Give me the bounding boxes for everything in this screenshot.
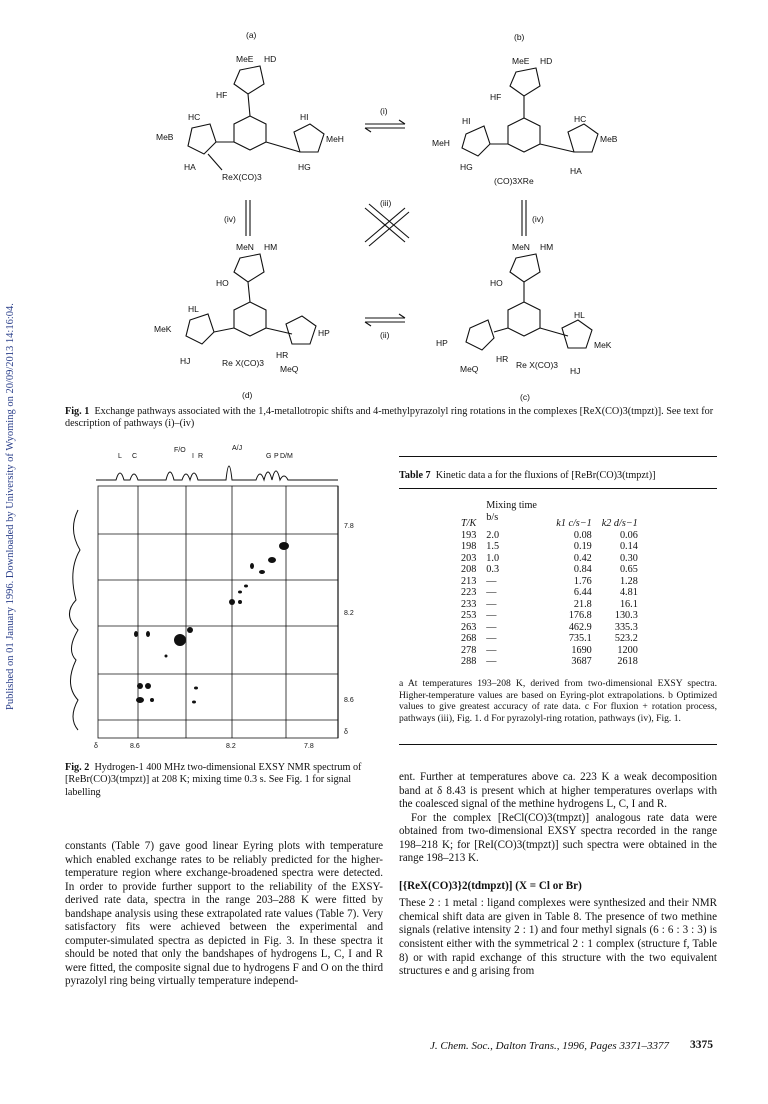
metal-b: (CO)3XRe [494, 176, 534, 186]
svg-text:HP: HP [318, 328, 330, 338]
svg-text:8.6: 8.6 [130, 743, 140, 750]
svg-text:MeN: MeN [236, 242, 254, 252]
svg-text:HD: HD [264, 54, 277, 64]
svg-text:F/O: F/O [174, 447, 186, 454]
svg-text:I: I [192, 453, 194, 460]
svg-text:HR: HR [496, 354, 509, 364]
table-row: 208 0.3 0.84 0.65 [461, 564, 638, 575]
svg-text:HA: HA [570, 166, 582, 176]
table7 [456, 494, 643, 668]
table-row: 203 1.0 0.42 0.30 [461, 552, 638, 564]
fig2-caption: Fig. 2 Hydrogen-1 400 MHz two-dimensional EXSY NMR spectrum of [ReBr(CO)3(tmpzt)] at 208 K; mixing time 0.3 s. See Fig. 1 for signal labelling [65, 762, 362, 798]
svg-text:MeB: MeB [600, 134, 618, 144]
panel-label-d: (d) [242, 390, 253, 400]
svg-text:MeN: MeN [512, 242, 530, 252]
svg-text:C: C [132, 453, 138, 460]
svg-text:δ: δ [94, 743, 98, 750]
svg-text:7.8: 7.8 [344, 523, 354, 530]
metal-a: ReX(CO)3 [222, 172, 262, 182]
table-row: 278 — 1690 1200 [461, 644, 638, 656]
svg-text:HR: HR [276, 350, 289, 360]
svg-text:HP: HP [436, 338, 448, 348]
section-heading: [{ReX(CO)3}2(tdmpzt)] (X = Cl or Br) [399, 879, 582, 892]
fig2-nmr-spectrum [56, 445, 376, 750]
svg-text:HL: HL [574, 310, 585, 320]
svg-text:HO: HO [216, 278, 229, 288]
publication-note: Published on 01 January 1996. Downloaded by University of Wyoming on 20/09/2013 14:16:04. [5, 303, 16, 710]
journal-footer: J. Chem. Soc., Dalton Trans., 1996, Pages 3371–3377 [430, 1040, 669, 1052]
structure-c [466, 254, 592, 350]
left-column-text: constants (Table 7) gave good linear Eyring plots with temperature which enabled exchange rates to be reliably predicted for the higher-temperature region where exchange-broadened spectra were detected. In order to provide further support to the reliability of the EXSY-derived rate data, spectra in the range 203–288 K were fitted by bandshape analysis using these extrapolated rate values (Table 7). Very satisfactory fits were achieved between the experimental and computer-simulated spectra as depicted in Fig. 3. In these spectra it should be noted that only the bandshapes of hydrogens L, C, I and R were fitted, the composite signal due to hydrogens F and O on the third pyrazolyl ring being virtually temperature independ- [65, 840, 383, 988]
table7-header-row: T/K Mixing time b/s k1 c/s−1 k2 d/s−1 [461, 500, 638, 529]
table-row: 213 — 1.76 1.28 [461, 575, 638, 587]
svg-text:HI: HI [300, 112, 309, 122]
pathway-iv-left: (iv) [224, 214, 236, 224]
panel-label-c: (c) [520, 392, 530, 402]
pathway-i: (i) [380, 106, 388, 116]
svg-text:8.6: 8.6 [344, 697, 354, 704]
table7-title: Table 7 Kinetic data a for the fluxions of [ReBr(CO)3(tmpzt)] [399, 470, 656, 481]
table7-bottom-rule [399, 744, 717, 745]
pathway-iii: (iii) [380, 198, 392, 208]
table-row: 193 2.0 0.08 0.06 [461, 529, 638, 541]
fig1-scheme [150, 28, 620, 404]
svg-text:MeE: MeE [236, 54, 254, 64]
svg-text:HJ: HJ [570, 366, 581, 376]
svg-text:MeH: MeH [326, 134, 344, 144]
svg-text:HC: HC [188, 112, 201, 122]
structure-d [186, 254, 316, 344]
table7-top-rule [399, 456, 717, 457]
svg-text:HL: HL [188, 304, 199, 314]
right-column-text: ent. Further at temperatures above ca. 223 K a weak decomposition band at δ 8.43 is present which at higher temperatures overlaps with the coalesced signal of the methine hydrogens L, C, I and R. For the complex [ReCl(CO)3(tmpzt)] analogous rate data were obtained from two-dimensional EXSY spectra recorded in the range 198–218 K; for [ReI(CO)3(tmpzt)] such spectra were obtained in the range 198–213 K. [{ReX(CO)3}2(tdmpzt)] (X = Cl or Br) These 2 : 1 metal : ligand complexes were synthesized and their NMR chemical shift data are given in Table 8. The presence of two methine signals (relative intensity 2 : 1) and four methyl signals (6 : 6 : 3 : 3) is consistent either with the symmetrical 2 : 1 complex (structure f, Table 8) or with rapid exchange of this structure with the two equivalent structures e and g arising from [399, 771, 717, 978]
table-row: 268 — 735.1 523.2 [461, 633, 638, 644]
structure-b [462, 68, 598, 156]
fig1-caption [65, 406, 725, 431]
svg-text:HG: HG [460, 162, 473, 172]
svg-text:MeQ: MeQ [280, 364, 299, 374]
svg-text:HM: HM [540, 242, 554, 252]
page-number: 3375 [690, 1039, 713, 1051]
panel-label-b: (b) [514, 32, 525, 42]
nmr-crosspeaks [134, 542, 289, 704]
svg-text:δ: δ [344, 729, 348, 736]
svg-text:8.2: 8.2 [226, 743, 236, 750]
svg-text:L: L [118, 453, 122, 460]
svg-text:MeK: MeK [594, 340, 612, 350]
svg-text:MeK: MeK [154, 324, 172, 334]
svg-text:8.2: 8.2 [344, 610, 354, 617]
svg-text:G: G [266, 453, 272, 460]
table-row: 263 — 462.9 335.3 [461, 621, 638, 633]
svg-text:A/J: A/J [232, 445, 243, 452]
svg-text:HI: HI [462, 116, 471, 126]
fig1-text: Exchange pathways associated with the 1,4-metallotropic shifts and 4-methylpyrazolyl ring rotations in the complexes [ReX(CO)3(tmpzt)]. See text for description of pathways (i)–(iv) [65, 406, 714, 430]
svg-text:P: P [274, 453, 279, 460]
table-row: 198 1.5 0.19 0.14 [461, 541, 638, 552]
svg-text:HM: HM [264, 242, 278, 252]
svg-text:D/M: D/M [280, 453, 293, 460]
table7-head-rule [399, 488, 717, 489]
svg-text:MeB: MeB [156, 132, 174, 142]
pathway-iv-right: (iv) [532, 214, 544, 224]
svg-text:HA: HA [184, 162, 196, 172]
table-row: 288 — 3687 2618 [461, 656, 638, 667]
table-row: 223 — 6.44 4.81 [461, 587, 638, 598]
svg-text:HG: HG [298, 162, 311, 172]
svg-text:MeE: MeE [512, 56, 530, 66]
svg-text:MeH: MeH [432, 138, 450, 148]
svg-text:HC: HC [574, 114, 587, 124]
table7-footnote: a At temperatures 193–208 K, derived from two-dimensional EXSY spectra. Higher-temperature values are based on Eyring-plot extrapolations. b Optimized values to give greatest accuracy of rate data. c For fluxion + rotation process, pathways (iii), Fig. 1. d For pyrazolyl-ring rotation, pathways (iv), Fig. 1. [399, 678, 717, 724]
svg-text:MeQ: MeQ [460, 364, 479, 374]
svg-text:R: R [198, 453, 204, 460]
svg-text:HJ: HJ [180, 356, 191, 366]
fig1-label: Fig. 1 [65, 406, 90, 417]
metal-d: Re X(CO)3 [222, 358, 265, 368]
metal-c: Re X(CO)3 [516, 360, 559, 370]
nmr-top-labels [118, 445, 293, 460]
table-row: 253 — 176.8 130.3 [461, 610, 638, 621]
table-row: 233 — 21.8 16.1 [461, 598, 638, 610]
svg-text:7.8: 7.8 [304, 743, 314, 750]
panel-label-a: (a) [246, 30, 257, 40]
svg-text:HF: HF [490, 92, 502, 102]
pathway-ii: (ii) [380, 330, 390, 340]
svg-text:HD: HD [540, 56, 553, 66]
svg-text:HO: HO [490, 278, 503, 288]
svg-text:HF: HF [216, 90, 228, 100]
